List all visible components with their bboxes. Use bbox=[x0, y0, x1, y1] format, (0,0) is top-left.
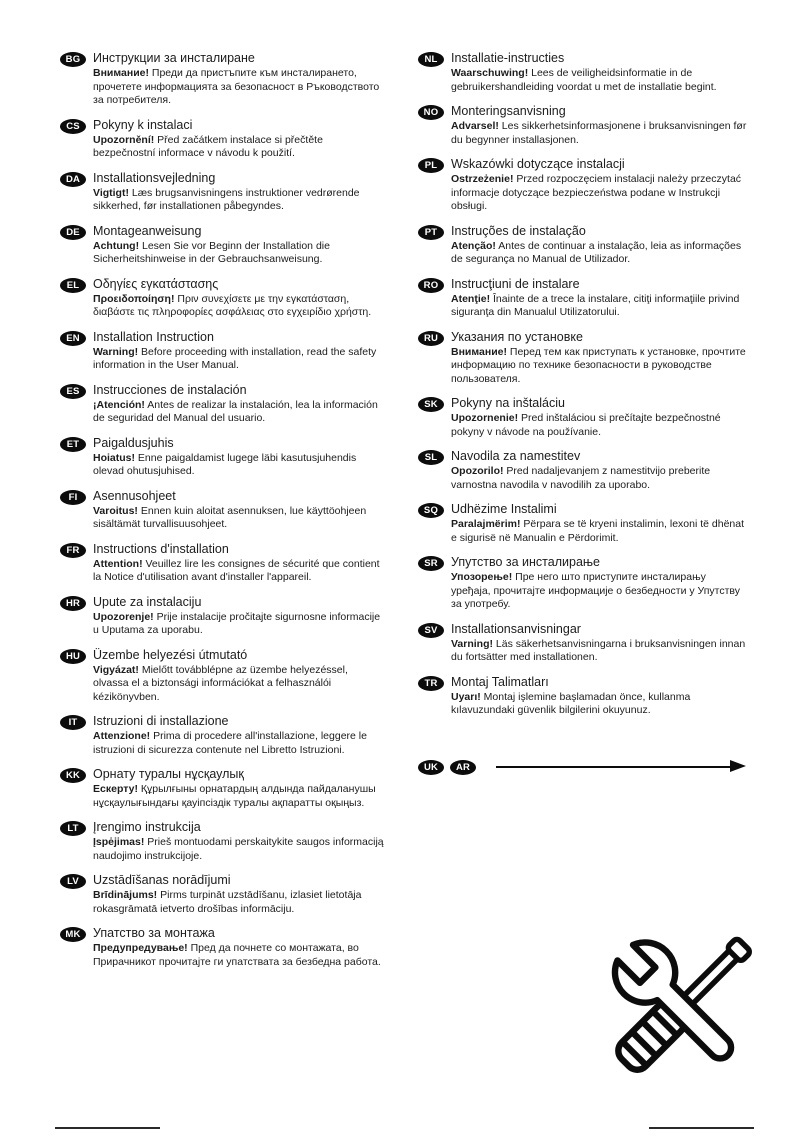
language-code-badge: RU bbox=[418, 331, 444, 346]
language-code-badge: SL bbox=[418, 450, 444, 465]
entry-title: Instructions d'installation bbox=[93, 541, 229, 556]
footer-language-badges bbox=[418, 760, 476, 775]
language-entry bbox=[418, 395, 748, 439]
entry-text bbox=[93, 558, 386, 585]
warning-body: Преди да пристъпите към инсталирането, прочетете информацията за безопасност в Ръководството за потребителя. bbox=[93, 67, 380, 106]
entry-text bbox=[93, 505, 386, 532]
language-code-badge: CS bbox=[60, 119, 86, 134]
warning-word: Opozorilo! bbox=[451, 465, 504, 477]
warning-word: Achtung! bbox=[93, 239, 140, 252]
entry-title: Uzstādīšanas norādījumi bbox=[93, 873, 231, 887]
language-entry bbox=[418, 674, 748, 718]
language-code-badge: UK bbox=[418, 760, 444, 775]
warning-word: Внимание! bbox=[93, 67, 149, 79]
language-entry bbox=[418, 329, 748, 387]
warning-body: Mielőtt továbblépne az üzembe helyezéssel, olvassa el a biztonsági információkat a felhasználói kézikönyvben. bbox=[93, 663, 348, 703]
warning-word: Advarsel! bbox=[451, 120, 499, 132]
entry-content bbox=[451, 501, 748, 545]
warning-body: Пред да почнете со монтажата, во Прирачникот прочитајте ги упатствата за безбедна работа. bbox=[93, 942, 381, 968]
language-entry bbox=[60, 223, 386, 267]
language-code-badge: FI bbox=[60, 490, 86, 505]
warning-word: Warning! bbox=[93, 345, 139, 358]
warning-body: Przed rozpoczęciem instalacji należy przeczytać informacje dotyczące bezpieczeństwa podane w Instrukcji obsługi. bbox=[451, 173, 742, 212]
language-entry bbox=[418, 621, 748, 665]
entry-text bbox=[93, 611, 386, 638]
warning-body: Pirms turpināt uzstādīšanu, izlasiet lietotāja rokasgrāmatā ietverto drošības informāciju. bbox=[93, 889, 362, 915]
warning-word: Varning! bbox=[451, 637, 494, 650]
warning-body: Veuillez lire les consignes de sécurité que contient la Notice d'utilisation avant d'installer l'appareil. bbox=[93, 557, 380, 583]
language-code-badge: KK bbox=[60, 768, 86, 783]
language-entry bbox=[60, 435, 386, 479]
entry-title: Installatie-instructies bbox=[451, 51, 565, 65]
warning-body: Před začátkem instalace si přečtěte bezpečnostní informace v návodu k použití. bbox=[93, 133, 323, 159]
entry-title: Pokyny k instalaci bbox=[93, 117, 193, 132]
warning-word: Upozorenje! bbox=[93, 610, 154, 623]
language-entry bbox=[60, 925, 386, 969]
warning-word: Upozornění! bbox=[93, 133, 155, 146]
warning-body: Lees de veiligheidsinformatie in de gebruikershandleiding voordat u met de installatie begint. bbox=[451, 67, 717, 93]
entry-text bbox=[451, 518, 748, 545]
entry-title: Upute za instalaciju bbox=[93, 594, 202, 609]
warning-word: Varoitus! bbox=[93, 504, 138, 517]
entry-text bbox=[451, 67, 748, 94]
language-code-badge: FR bbox=[60, 543, 86, 558]
language-code-badge: EN bbox=[60, 331, 86, 346]
warning-body: Montaj işlemine başlamadan önce, kullanma kılavuzundaki güvenlik bilgilerini okuyunuz. bbox=[451, 690, 691, 716]
entry-content bbox=[93, 872, 386, 916]
warning-body: Пре него што приступите инсталирању уређаја, прочитајте информације о безбедности у Упутству за употребу. bbox=[451, 571, 741, 610]
entry-text bbox=[451, 465, 748, 492]
entry-text bbox=[93, 240, 386, 267]
warning-word: Ескерту! bbox=[93, 783, 138, 795]
entry-content bbox=[451, 156, 748, 214]
language-entry bbox=[60, 170, 386, 214]
warning-body: Ennen kuin aloitat asennuksen, lue käyttöohjeen sisältämät turvallisuusohjeet. bbox=[93, 504, 367, 530]
entry-title: Montageanweisung bbox=[93, 223, 202, 238]
warning-body: Antes de realizar la instalación, lea la información de seguridad del Manual del usuario. bbox=[93, 398, 378, 424]
language-code-badge: EL bbox=[60, 278, 86, 293]
warning-body: Prije instalacije pročitajte sigurnosne informacije u Uputama za uporabu. bbox=[93, 610, 381, 636]
language-code-badge: DA bbox=[60, 172, 86, 187]
warning-word: Ostrzeżenie! bbox=[451, 173, 514, 185]
entry-content bbox=[451, 395, 748, 439]
entry-title: Navodila za namestitev bbox=[451, 449, 581, 463]
entry-text bbox=[93, 67, 386, 108]
language-entry bbox=[418, 50, 748, 94]
warning-body: Läs säkerhetsanvisningarna i bruksanvisningen innan du fortsätter med installationen. bbox=[451, 637, 746, 663]
more-languages-row bbox=[418, 760, 748, 775]
entry-content bbox=[93, 647, 386, 705]
language-code-badge: IT bbox=[60, 715, 86, 730]
entry-title: Monteringsanvisning bbox=[451, 104, 566, 118]
footer-rule-right bbox=[649, 1127, 754, 1129]
language-code-badge: LV bbox=[60, 874, 86, 889]
entry-content bbox=[451, 223, 748, 267]
entry-text bbox=[93, 664, 386, 705]
warning-body: Læs brugsanvisningens instruktioner vedrørende sikkerhed, før installationen påbegyndes. bbox=[93, 186, 360, 212]
warning-body: Antes de continuar a instalação, leia as informações de segurança no Manual de Utilizador. bbox=[451, 239, 742, 265]
entry-title: Упатство за монтажа bbox=[93, 926, 215, 940]
left-column bbox=[60, 50, 386, 969]
entry-text bbox=[451, 240, 748, 267]
language-code-badge: SR bbox=[418, 556, 444, 571]
entry-text bbox=[93, 452, 386, 479]
entry-title: Pokyny na inštaláciu bbox=[451, 396, 565, 410]
language-entry bbox=[60, 594, 386, 638]
language-entry bbox=[60, 117, 386, 161]
language-entry bbox=[60, 488, 386, 532]
entry-content bbox=[93, 329, 386, 373]
warning-body: Πριν συνεχίσετε με την εγκατάσταση, διαβάστε τις πληροφορίες ασφάλειας στο εγχειρίδιο χρήστη. bbox=[93, 292, 372, 318]
entry-content bbox=[451, 276, 748, 320]
entry-text bbox=[93, 942, 386, 969]
entry-title: Udhëzime Instalimi bbox=[451, 502, 557, 516]
entry-content bbox=[93, 766, 386, 810]
entry-title: Montaj Talimatları bbox=[451, 674, 549, 689]
language-entry bbox=[60, 50, 386, 108]
language-entry bbox=[418, 501, 748, 545]
entry-text bbox=[93, 293, 386, 320]
language-code-badge: MK bbox=[60, 927, 86, 942]
language-code-badge: AR bbox=[450, 760, 476, 775]
warning-word: Uyarı! bbox=[451, 690, 481, 703]
entry-content bbox=[451, 621, 748, 665]
language-code-badge: SQ bbox=[418, 503, 444, 518]
language-code-badge: HU bbox=[60, 649, 86, 664]
entry-text bbox=[93, 399, 386, 426]
entry-text bbox=[451, 638, 748, 665]
language-code-badge: LT bbox=[60, 821, 86, 836]
entry-title: Инструкции за инсталиране bbox=[93, 51, 255, 65]
entry-text bbox=[451, 120, 748, 147]
entry-title: Installationsvejledning bbox=[93, 170, 216, 185]
entry-text bbox=[451, 173, 748, 214]
warning-word: Upozornenie! bbox=[451, 412, 519, 424]
entry-content bbox=[93, 435, 386, 479]
entry-title: Paigaldusjuhis bbox=[93, 435, 174, 450]
warning-word: Atenţie! bbox=[451, 292, 491, 305]
entry-title: Istruzioni di installazione bbox=[93, 714, 229, 728]
entry-content bbox=[451, 448, 748, 492]
language-code-badge: PT bbox=[418, 225, 444, 240]
warning-word: Предупредување! bbox=[93, 942, 188, 954]
warning-word: Brīdinājums! bbox=[93, 889, 158, 901]
warning-body: Pred nadaljevanjem z namestitvijo preberite varnostna navodila v navodilih za uporabo. bbox=[451, 465, 711, 491]
language-code-badge: NL bbox=[418, 52, 444, 67]
warning-word: Atenção! bbox=[451, 239, 496, 252]
language-code-badge: PL bbox=[418, 158, 444, 173]
entry-title: Орнату туралы нұсқаулық bbox=[93, 767, 244, 781]
warning-word: Упозорење! bbox=[451, 571, 513, 583]
language-entry bbox=[418, 103, 748, 147]
entry-title: Asennusohjeet bbox=[93, 488, 176, 503]
entry-content bbox=[93, 713, 386, 757]
entry-text bbox=[451, 293, 748, 320]
language-entry bbox=[60, 647, 386, 705]
language-code-badge: BG bbox=[60, 52, 86, 67]
warning-word: Attenzione! bbox=[93, 730, 151, 742]
entry-content bbox=[451, 674, 748, 718]
entry-title: Упутство за инсталирање bbox=[451, 555, 600, 569]
entry-content bbox=[93, 925, 386, 969]
warning-body: Les sikkerhetsinformasjonene i bruksanvisningen før du begynner installasjonen. bbox=[451, 120, 747, 146]
entry-title: Instrucciones de instalación bbox=[93, 382, 247, 397]
footer-rule-left bbox=[55, 1127, 160, 1129]
warning-body: Lesen Sie vor Beginn der Installation die Sicherheitshinweise in der Gebrauchsanweisung. bbox=[93, 239, 330, 265]
language-code-badge: NO bbox=[418, 105, 444, 120]
language-entry bbox=[418, 554, 748, 612]
entry-text bbox=[93, 730, 386, 757]
entry-content bbox=[93, 594, 386, 638]
entry-title: Instrucţiuni de instalare bbox=[451, 276, 580, 291]
entry-content bbox=[93, 223, 386, 267]
warning-word: Waarschuwing! bbox=[451, 67, 529, 79]
entry-content bbox=[93, 541, 386, 585]
entry-text bbox=[451, 412, 748, 439]
language-code-badge: SV bbox=[418, 623, 444, 638]
warning-body: Prima di procedere all'installazione, leggere le istruzioni di sicurezza contenute nel Libretto Istruzioni. bbox=[93, 730, 367, 756]
language-code-badge: SK bbox=[418, 397, 444, 412]
entry-content bbox=[93, 819, 386, 863]
entry-title: Instruções de instalação bbox=[451, 223, 586, 238]
entry-content bbox=[93, 276, 386, 320]
language-entry bbox=[60, 819, 386, 863]
warning-body: Înainte de a trece la instalare, citiţi informaţiile privind siguranţa din Manualul Utilizatorului. bbox=[451, 292, 740, 318]
language-entry bbox=[60, 541, 386, 585]
right-column bbox=[418, 50, 748, 775]
entry-content bbox=[451, 329, 748, 387]
language-code-badge: TR bbox=[418, 676, 444, 691]
language-code-badge: HR bbox=[60, 596, 86, 611]
entry-text bbox=[451, 571, 748, 612]
entry-content bbox=[451, 50, 748, 94]
warning-word: ¡Atención! bbox=[93, 398, 145, 411]
language-entry bbox=[60, 872, 386, 916]
warning-body: Құрылғыны орнатардың алдында пайдаланушы нұсқаулығындағы қауіпсіздік туралы ақпаратты оқыңыз. bbox=[93, 783, 376, 809]
language-code-badge: ET bbox=[60, 437, 86, 452]
right-entries bbox=[418, 50, 748, 718]
entry-text bbox=[93, 187, 386, 214]
entry-text bbox=[451, 346, 748, 387]
warning-body: Before proceeding with installation, read the safety information in the User Manual. bbox=[93, 345, 377, 371]
entry-title: Installationsanvisningar bbox=[451, 621, 581, 636]
entry-title: Οδηγίες εγκατάστασης bbox=[93, 276, 219, 291]
entry-content bbox=[93, 488, 386, 532]
warning-word: Įspėjimas! bbox=[93, 836, 145, 848]
language-code-badge: DE bbox=[60, 225, 86, 240]
entry-content bbox=[451, 554, 748, 612]
warning-word: Внимание! bbox=[451, 345, 507, 358]
entry-content bbox=[451, 103, 748, 147]
language-entry bbox=[418, 448, 748, 492]
warning-word: Attention! bbox=[93, 557, 143, 570]
language-entry bbox=[418, 276, 748, 320]
warning-word: Vigtigt! bbox=[93, 186, 129, 199]
warning-body: Përpara se të kryeni instalimin, lexoni të dhënat e sigurisë në Manualin e Përdorimit. bbox=[451, 518, 745, 544]
entry-content bbox=[93, 382, 386, 426]
entry-content bbox=[93, 170, 386, 214]
continuation-arrow-icon bbox=[496, 766, 732, 769]
language-code-badge: RO bbox=[418, 278, 444, 293]
language-entry bbox=[60, 329, 386, 373]
entry-text bbox=[93, 346, 386, 373]
warning-body: Pred inštaláciou si prečítajte bezpečnostné pokyny v návode na používanie. bbox=[451, 412, 721, 438]
language-code-badge: ES bbox=[60, 384, 86, 399]
left-entries bbox=[60, 50, 386, 969]
entry-content bbox=[93, 50, 386, 108]
warning-word: Vigyázat! bbox=[93, 663, 139, 676]
entry-text bbox=[451, 691, 748, 718]
entry-title: Wskazówki dotyczące instalacji bbox=[451, 157, 625, 171]
language-entry bbox=[60, 713, 386, 757]
tools-icon bbox=[584, 914, 776, 1110]
entry-title: Installation Instruction bbox=[93, 329, 214, 344]
language-entry bbox=[60, 276, 386, 320]
language-entry bbox=[418, 223, 748, 267]
entry-text bbox=[93, 889, 386, 916]
entry-text bbox=[93, 783, 386, 810]
warning-body: Prieš montuodami perskaitykite saugos informaciją naudojimo instrukcijoje. bbox=[93, 836, 384, 862]
warning-body: Enne paigaldamist lugege läbi kasutusjuhendis olevad ohutusjuhised. bbox=[93, 451, 357, 477]
warning-word: Hoiatus! bbox=[93, 451, 135, 464]
language-entry bbox=[60, 766, 386, 810]
warning-word: Προειδοποίηση! bbox=[93, 292, 175, 305]
entry-content bbox=[93, 117, 386, 161]
entry-title: Указания по установке bbox=[451, 329, 583, 344]
entry-text bbox=[93, 836, 386, 863]
language-entry bbox=[418, 156, 748, 214]
warning-word: Paralajmërim! bbox=[451, 518, 521, 530]
warning-body: Перед тем как приступать к установке, прочтите информацию по технике безопасности в руководстве пользователя. bbox=[451, 345, 746, 385]
language-entry bbox=[60, 382, 386, 426]
entry-text bbox=[93, 134, 386, 161]
entry-title: Įrengimo instrukcija bbox=[93, 820, 201, 834]
entry-title: Üzembe helyezési útmutató bbox=[93, 647, 248, 662]
